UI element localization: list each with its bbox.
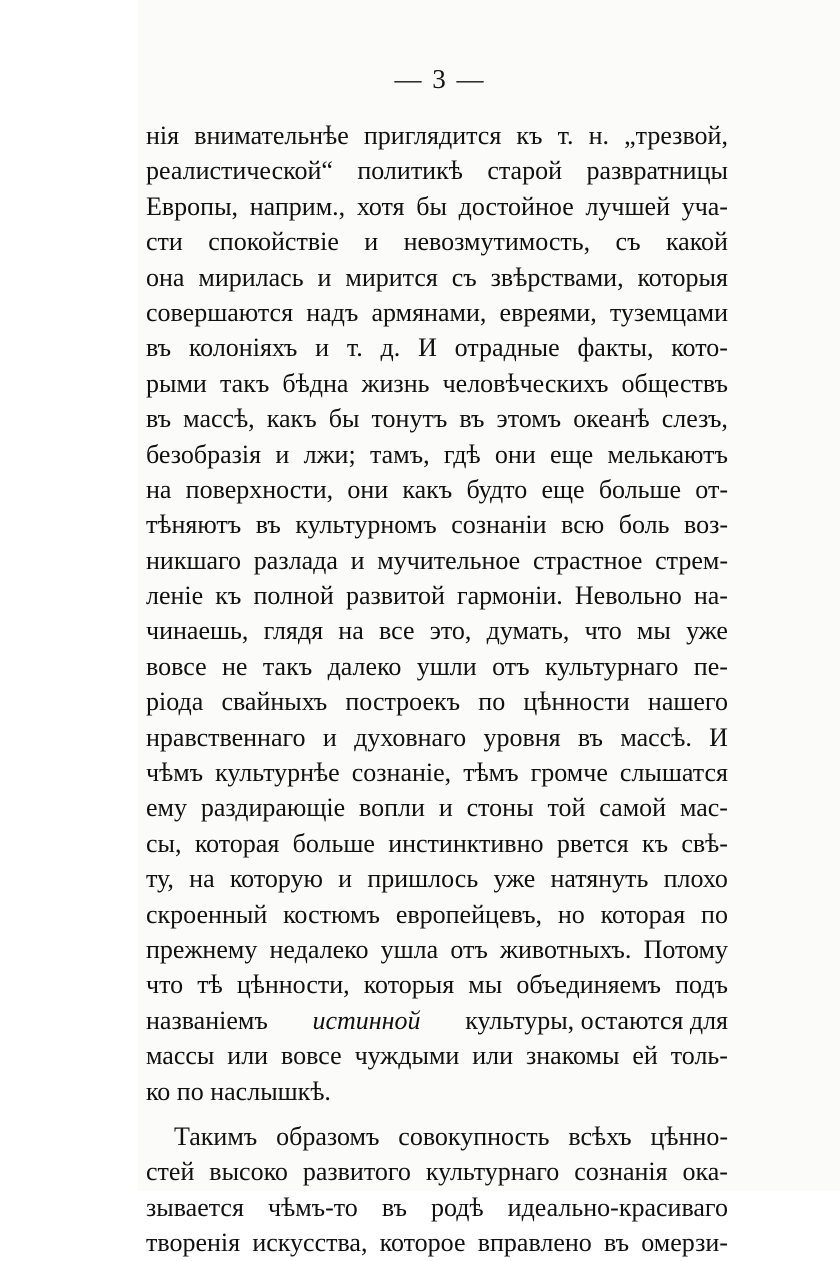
page-number: — 3 — [394,64,486,94]
word: развитого [302,1157,411,1187]
word: инстинктивно [388,828,544,858]
text-line [146,437,728,472]
word: слезъ, [661,404,728,434]
text-line [146,649,728,684]
word: въ [255,510,281,540]
word: факты, [577,333,654,363]
text-line [146,578,728,613]
word: нія [146,121,180,150]
word: не [222,651,248,681]
word: т. [346,333,363,363]
word: и [364,227,379,257]
word: приглядится [363,121,502,150]
word: къ [641,828,669,858]
word: спокойствіе [208,227,339,257]
text-line [146,330,728,365]
word: леніе [146,581,204,611]
text-line [146,967,728,1002]
word: въ [146,333,172,363]
word: европейцевъ, [395,899,543,929]
word: ока- [682,1157,728,1187]
word: и [315,333,330,363]
word: сы, [146,828,182,858]
word: творенія [146,1228,241,1258]
word: нравственнаго [146,722,306,752]
word: массѣ, [183,404,255,434]
word: которое [379,1228,466,1258]
word: къ [516,121,543,150]
word: въ [577,722,603,752]
word: бы [416,191,447,221]
word: Такимъ [174,1121,258,1151]
word: звѣрствами, [490,262,624,292]
word: внимательнѣе [194,121,349,150]
word: съ [451,262,477,292]
word: раздирающіе [200,793,346,823]
word: стрем- [655,545,728,575]
word: на- [693,581,728,611]
word: боль [618,510,670,540]
word: развитой [345,581,445,611]
word: зывается [146,1192,244,1222]
word: гармоніи. [456,581,563,611]
text-line [146,189,728,224]
word: ушли [416,651,477,681]
word: армянами, [371,297,487,327]
word: сти [146,227,183,257]
word: лучшей [585,191,670,221]
word: высоко [209,1157,288,1187]
word: туземцами [609,297,728,327]
word: кото- [671,333,728,363]
word: вправлено [477,1228,592,1258]
word: слышатся [619,758,728,788]
text-line [146,153,728,188]
word: колоніяхъ [188,333,298,363]
word: по [701,899,728,929]
word: вовсе [146,651,207,681]
word: политикѣ [357,156,463,186]
word: культурномъ [295,510,437,540]
word: мелькаютъ [607,439,728,469]
word: стей [146,1157,195,1187]
word: или [472,1041,514,1071]
emphasized-word: истинной [312,1005,421,1035]
word: родѣ [430,1192,484,1222]
word: животныхъ. [500,934,632,964]
word: отъ [492,651,530,681]
page-margin [0,0,138,1191]
word: съ [615,227,641,257]
word: какъ [266,404,317,434]
word: бы [328,404,360,434]
word: цѣнности, [236,970,350,1000]
text-line: ко по наслышкѣ. [146,1076,331,1106]
word: культурнаго [544,651,679,681]
paragraph-1 [146,118,728,1109]
word: ей [632,1041,658,1071]
text-line [146,684,728,719]
word: костюмъ [283,899,380,929]
text-line [146,897,728,932]
word: которая [194,828,280,858]
word: пе- [693,651,728,681]
text-line [146,1119,728,1154]
text-line [146,295,728,330]
word: тамъ, [369,439,430,469]
word: нашего [647,687,728,717]
word: массѣ. [620,722,692,752]
text-line [146,1225,728,1260]
word: д. [380,333,401,363]
word: океанѣ [573,404,650,434]
word: будто [466,474,528,504]
word: сознаніе, [351,758,452,788]
word: чуждыми [354,1041,460,1071]
word: все [378,616,415,646]
word: невозмутимость, [403,227,591,257]
word: и [322,722,337,752]
word: искусства, [252,1228,368,1258]
word: достойное [458,191,574,221]
word: они [347,474,389,504]
word: чинаешь, [146,616,249,646]
word: И [418,333,437,363]
word: гдѣ [443,439,481,469]
word: реалистической“ [146,156,333,186]
word: въ [459,404,485,434]
word: Европы, [146,191,239,221]
text-line [146,790,728,825]
word: человѣческихъ [442,368,609,398]
word: вопли [359,793,425,823]
word: недалеко [269,934,369,964]
text-line [146,543,728,578]
word: рвется [556,828,629,858]
word: самой [599,793,667,823]
word: какъ [402,474,453,504]
word: еще [541,474,585,504]
word: жизнь [361,368,430,398]
text-line [146,224,728,259]
word: „трезвой, [624,121,728,150]
word: на [146,474,172,504]
word: стоны [466,793,534,823]
word: культурнѣе [215,758,340,788]
word: по [478,687,506,717]
text-line [146,826,728,861]
word: омерзи- [641,1228,728,1258]
word: что [146,970,184,1000]
word: обществъ [621,368,728,398]
word: и [317,262,332,292]
word: наприм., [249,191,346,221]
word: мас- [679,793,728,823]
word: тѣ [197,970,223,1000]
word: больше [598,474,682,504]
word: скроенный [146,899,268,929]
word: это, [429,616,472,646]
word: идеально-красиваго [507,1192,728,1222]
word: бѣдна [282,368,349,398]
word: Невольно [574,581,682,611]
word: плохо [663,864,728,894]
text-line [146,366,728,401]
word: въ [146,404,172,434]
word: уча- [681,191,728,221]
text-line [146,1190,728,1225]
word: цѣнно- [650,1121,728,1151]
text-line [146,118,728,153]
word: на [338,616,364,646]
word: какой [665,227,728,257]
word: и [338,864,353,894]
word: развратницы [586,156,728,186]
word: полной [253,581,334,611]
word: массы [146,1041,215,1071]
word: безобразія [146,439,262,469]
word: далеко [327,651,402,681]
word: ушла [380,934,439,964]
word: прежнему [146,934,258,964]
word: лжи; [303,439,356,469]
text-line [146,861,728,896]
word: культурнаго [425,1157,560,1187]
word: которыя [363,970,455,1000]
word: свайныхъ [221,687,328,717]
word: ему [146,793,187,823]
word: разлада [253,545,338,575]
word: знакомы [526,1041,620,1071]
word: уже [686,616,728,646]
word: надъ [306,297,359,327]
word: хотя [356,191,405,221]
text-line: названіемъ истинной культуры, остаются для [146,1003,728,1038]
word: толь- [670,1041,728,1071]
text-line [146,472,728,507]
text-line [146,1154,728,1189]
text-line [146,401,728,436]
word: и [350,545,365,575]
word: сознанія [574,1157,668,1187]
word: тѣняютъ [146,510,242,540]
word: рыми [146,368,207,398]
word: мучительное [377,545,521,575]
word: она [146,262,185,292]
word: чѣмъ [146,758,204,788]
word: на [189,864,215,894]
word: громче [530,758,608,788]
word: они [494,439,536,469]
text-line [146,1038,728,1073]
word: уровня [483,722,561,752]
word: построекъ [345,687,461,717]
word: Потому [643,934,728,964]
word: такъ [219,368,270,398]
word: т. [557,121,574,150]
word: и [275,439,290,469]
word: сознаніи [451,510,547,540]
word: мы [636,616,671,646]
word: мирилась [198,262,304,292]
word: или [227,1041,269,1071]
word: тѣмъ [463,758,519,788]
word: чѣмъ-то [268,1192,358,1222]
word: той [547,793,586,823]
word: И [709,722,728,752]
text-line [146,932,728,967]
word: поверхности, [185,474,334,504]
word: объединяемъ [516,970,661,1000]
word: евреями, [499,297,597,327]
word: цѣнности [523,687,630,717]
text-line [146,755,728,790]
word: этомъ [496,404,562,434]
text-line [146,507,728,542]
word: всѣхъ [568,1121,632,1151]
word: ріода [146,687,204,717]
word: которую [229,864,323,894]
word: тонутъ [371,404,448,434]
text-line [146,720,728,755]
word: страстное [532,545,643,575]
word: въ [604,1228,630,1258]
word: никшаго [146,545,242,575]
word: отъ [450,934,488,964]
word: натянуть [550,864,649,894]
word: больше [292,828,375,858]
word: ту, [146,864,174,894]
paragraph-2 [146,1119,728,1261]
word: старой [487,156,562,186]
word: къ [215,581,242,611]
word: но [557,899,585,929]
word: уже [493,864,536,894]
word: мирится [345,262,438,292]
text-line [146,260,728,295]
word: образомъ [276,1121,380,1151]
word: от- [695,474,728,504]
word: совершаются [146,297,294,327]
word: свѣ- [681,828,728,858]
word: всю [561,510,605,540]
word: мы [468,970,503,1000]
word: и [438,793,453,823]
word: въ [381,1192,407,1222]
word: думать, [486,616,570,646]
text-line [146,613,728,648]
word: отрадные [454,333,560,363]
word: что [584,616,622,646]
word: такъ [262,651,313,681]
word: совокупность [398,1121,550,1151]
word: которая [600,899,686,929]
word: вовсе [281,1041,342,1071]
word: пришлось [367,864,479,894]
word: еще [550,439,594,469]
body-text [146,118,728,1261]
word: которыя [637,262,728,292]
word: глядя [263,616,324,646]
word: воз- [683,510,728,540]
word: подъ [675,970,728,1000]
word: духовнаго [354,722,467,752]
word: н. [588,121,609,150]
